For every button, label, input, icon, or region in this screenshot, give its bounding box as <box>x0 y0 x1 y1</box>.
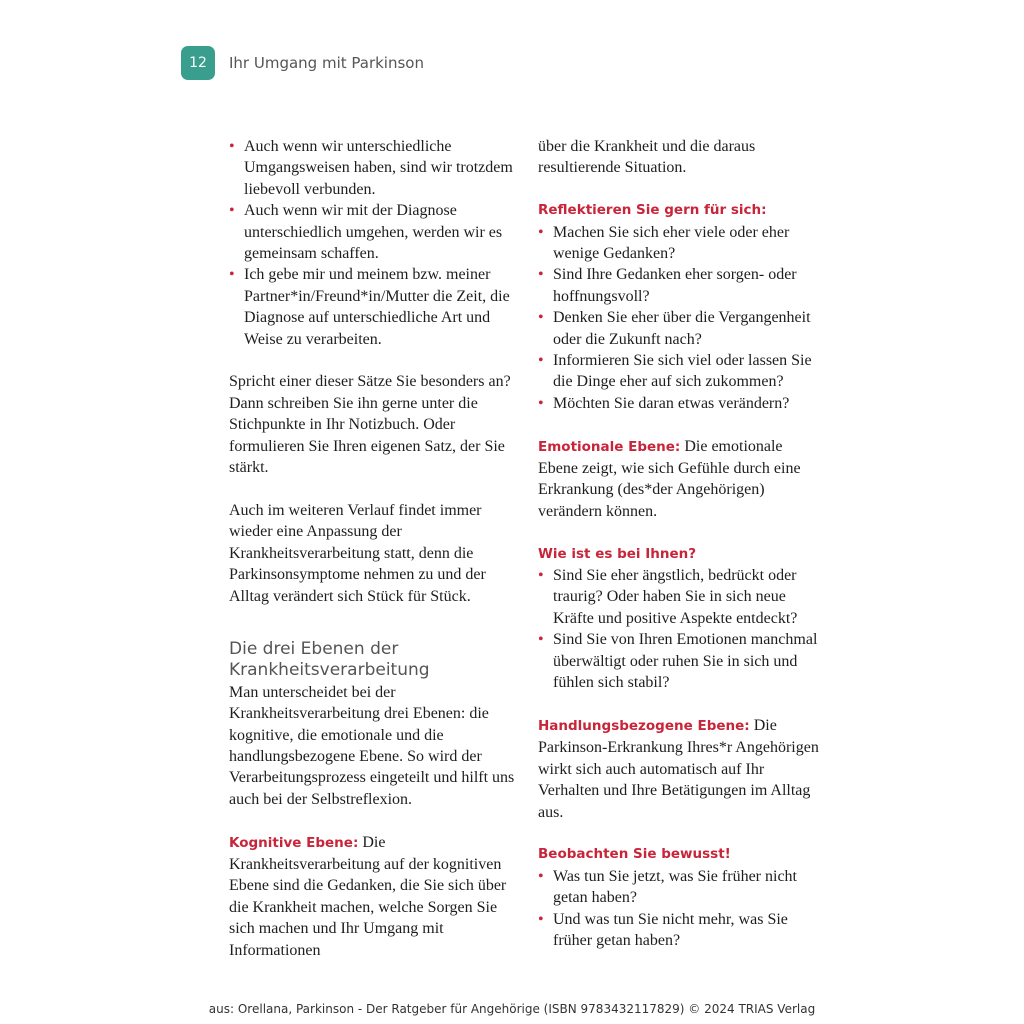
list-item: • Was tun Sie jetzt, was Sie früher nicht getan haben? <box>538 867 797 907</box>
emotional-level-text: Die emotionale Ebene zeigt, wie sich Gefühle durch eine Erkrankung (des*der Angehörigen) verändern können. <box>538 437 801 520</box>
paragraph: Auch im weiteren Verlauf findet immer wieder eine Anpassung der Krankheitsverarbeitung statt, denn die Parkinsonsymptome nehmen zu und der Alltag verändert sich Stück für Stück. <box>229 501 486 605</box>
list-item: • Sind Sie eher ängstlich, bedrückt oder traurig? Oder haben Sie in sich neue Kräfte und positive Aspekte entdeckt? <box>538 567 798 627</box>
list-item: • Denken Sie eher über die Vergangenheit oder die Zukunft nach? <box>538 309 811 348</box>
right-column <box>538 136 826 951</box>
action-level-paragraph <box>538 715 826 823</box>
list-item: • Ich gebe mir und meinem bzw. meiner Partner*in/Freund*in/Mutter die Zeit, die Diagnose auf unterschiedliche Art und Weise zu verarbeiten. <box>229 266 510 348</box>
page-number-badge <box>181 46 215 80</box>
reflect-heading: Reflektieren Sie gern für sich: <box>538 202 767 219</box>
you-list <box>538 565 826 693</box>
bullet-icon: • <box>538 910 544 928</box>
list-item: • Auch wenn wir mit der Diagnose unterschiedlich umgehen, werden wir es gemeinsam schaffen. <box>229 202 503 263</box>
action-level-label: Handlungsbezogene Ebene: <box>538 717 750 734</box>
list-item: • Sind Ihre Gedanken eher sorgen- oder hoffnungsvoll? <box>538 266 797 305</box>
list-item: • Sind Sie von Ihren Emotionen manchmal überwältigt oder ruhen Sie in sich und fühlen sich stabil? <box>538 631 818 692</box>
emotional-level-paragraph <box>538 436 826 523</box>
cognitive-level-paragraph <box>229 832 517 961</box>
bullet-icon: • <box>538 352 544 370</box>
observe-list <box>538 866 826 952</box>
bullet-icon: • <box>229 266 235 284</box>
page-number: 12 <box>189 55 207 71</box>
list-item: • Informieren Sie sich viel oder lassen Sie die Dinge eher auf sich zukommen? <box>538 352 812 391</box>
paragraph: über die Krankheit und die daraus resultierende Situation. <box>538 138 756 177</box>
paragraph: Man unterscheidet bei der Krankheitsverarbeitung drei Ebenen: die kognitive, die emotionale und die handlungsbezogene Ebene. So wird der Verarbeitungsprozess eingeteilt und hilft uns auch bei der Selbstreflexion. <box>229 683 515 808</box>
list-item: • Auch wenn wir unterschiedliche Umgangsweisen haben, sind wir trotzdem liebevoll verbunden. <box>229 138 513 198</box>
cognitive-level-label: Kognitive Ebene: <box>229 834 359 851</box>
left-column <box>229 136 517 961</box>
paragraph: Spricht einer dieser Sätze Sie besonders an? Dann schreiben Sie ihn gerne unter die Stichpunkte in Ihr Notizbuch. Oder formulieren Sie Ihren eigenen Satz, der Sie stärkt. <box>229 373 511 477</box>
bullet-icon: • <box>538 567 544 585</box>
list-item: • Und was tun Sie nicht mehr, was Sie früher getan haben? <box>538 910 788 949</box>
bullet-icon: • <box>538 223 544 241</box>
bullet-icon: • <box>538 309 544 327</box>
bullet-icon: • <box>229 202 235 220</box>
reflect-list <box>538 222 826 415</box>
affirmation-list <box>229 136 517 350</box>
running-title: Ihr Umgang mit Parkinson <box>229 54 424 72</box>
emotional-level-label: Emotionale Ebene: <box>538 438 681 455</box>
bullet-icon: • <box>538 867 544 885</box>
section-heading: Die drei Ebenen der Krankheitsverarbeitung <box>229 638 430 681</box>
observe-heading: Beobachten Sie bewusst! <box>538 846 731 863</box>
bullet-icon: • <box>538 394 544 412</box>
bullet-icon: • <box>538 631 544 649</box>
source-footer: aus: Orellana, Parkinson - Der Ratgeber für Angehörige (ISBN 9783432117829) © 2024 TRIAS Verlag <box>208 1002 816 1016</box>
bullet-icon: • <box>229 138 235 155</box>
list-item: • Möchten Sie daran etwas verändern? <box>538 393 826 414</box>
page-header <box>0 0 1024 90</box>
action-level-text: Die Parkinson-Erkrankung Ihres*r Angehörigen wirkt sich auch automatisch auf Ihr Verhalten und Ihre Betätigungen im Alltag aus. <box>538 716 819 821</box>
cognitive-level-text: Die Krankheitsverarbeitung auf der kognitiven Ebene sind die Gedanken, die Sie sich über die Krankheit machen, welche Sorgen Sie sich machen und Ihr Umgang mit Informationen <box>229 833 507 959</box>
bullet-icon: • <box>538 266 544 284</box>
list-item: • Machen Sie sich eher viele oder eher wenige Gedanken? <box>538 223 790 263</box>
you-heading: Wie ist es bei Ihnen? <box>538 545 697 562</box>
